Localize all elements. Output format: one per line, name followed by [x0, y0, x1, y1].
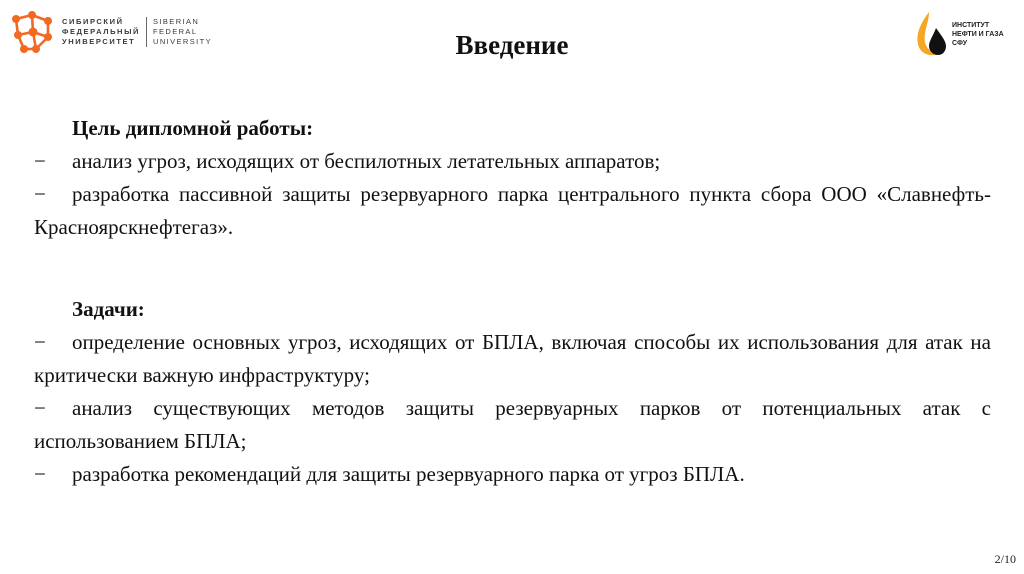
dash-marker: − — [34, 149, 46, 173]
sfu-name-en-line: FEDERAL — [153, 27, 198, 36]
sfu-name-en-line: SIBERIAN — [153, 17, 200, 26]
sfu-name-ru-line: УНИВЕРСИТЕТ — [62, 37, 136, 46]
task-item-text: анализ существующих методов защиты резервуарных парков от потенциальных атак с использованием БПЛА; — [34, 396, 991, 453]
task-item-text: разработка рекомендаций для защиты резервуарного парка от угроз БПЛА. — [72, 462, 745, 486]
task-item-text: определение основных угроз, исходящих от БПЛА, включая способы их использования для атак на критически важную инфраструктуру; — [34, 330, 991, 387]
task-item — [34, 392, 991, 458]
goal-item-text: разработка пассивной защиты резервуарного парка центрального пункта сбора ООО «Славнефть-Красноярскнефтегаз». — [34, 182, 991, 239]
institute-name-line: НЕФТИ И ГАЗА — [952, 30, 1004, 38]
dash-marker: − — [34, 330, 46, 354]
task-item — [34, 326, 991, 392]
page-number: 2/10 — [994, 552, 1016, 566]
slide-content — [34, 112, 991, 491]
goal-item — [34, 145, 991, 178]
slide-title: Введение — [455, 30, 569, 60]
institute-name-line: СФУ — [952, 39, 968, 47]
dash-marker: − — [34, 182, 46, 206]
sfu-name-ru-line: ФЕДЕРАЛЬНЫЙ — [62, 27, 141, 36]
sfu-name-ru-line: СИБИРСКИЙ — [62, 17, 124, 26]
tasks-heading: Задачи: — [72, 297, 145, 321]
goal-item-text: анализ угроз, исходящих от беспилотных летательных аппаратов; — [72, 149, 661, 173]
dash-marker: − — [34, 462, 46, 486]
task-item — [34, 458, 991, 491]
sfu-name-en-line: UNIVERSITY — [153, 37, 213, 46]
goal-heading: Цель дипломной работы: — [72, 116, 314, 140]
section-spacer — [34, 244, 991, 293]
institute-name-line: ИНСТИТУТ — [952, 21, 990, 29]
dash-marker: − — [34, 396, 46, 420]
goal-item — [34, 178, 991, 244]
